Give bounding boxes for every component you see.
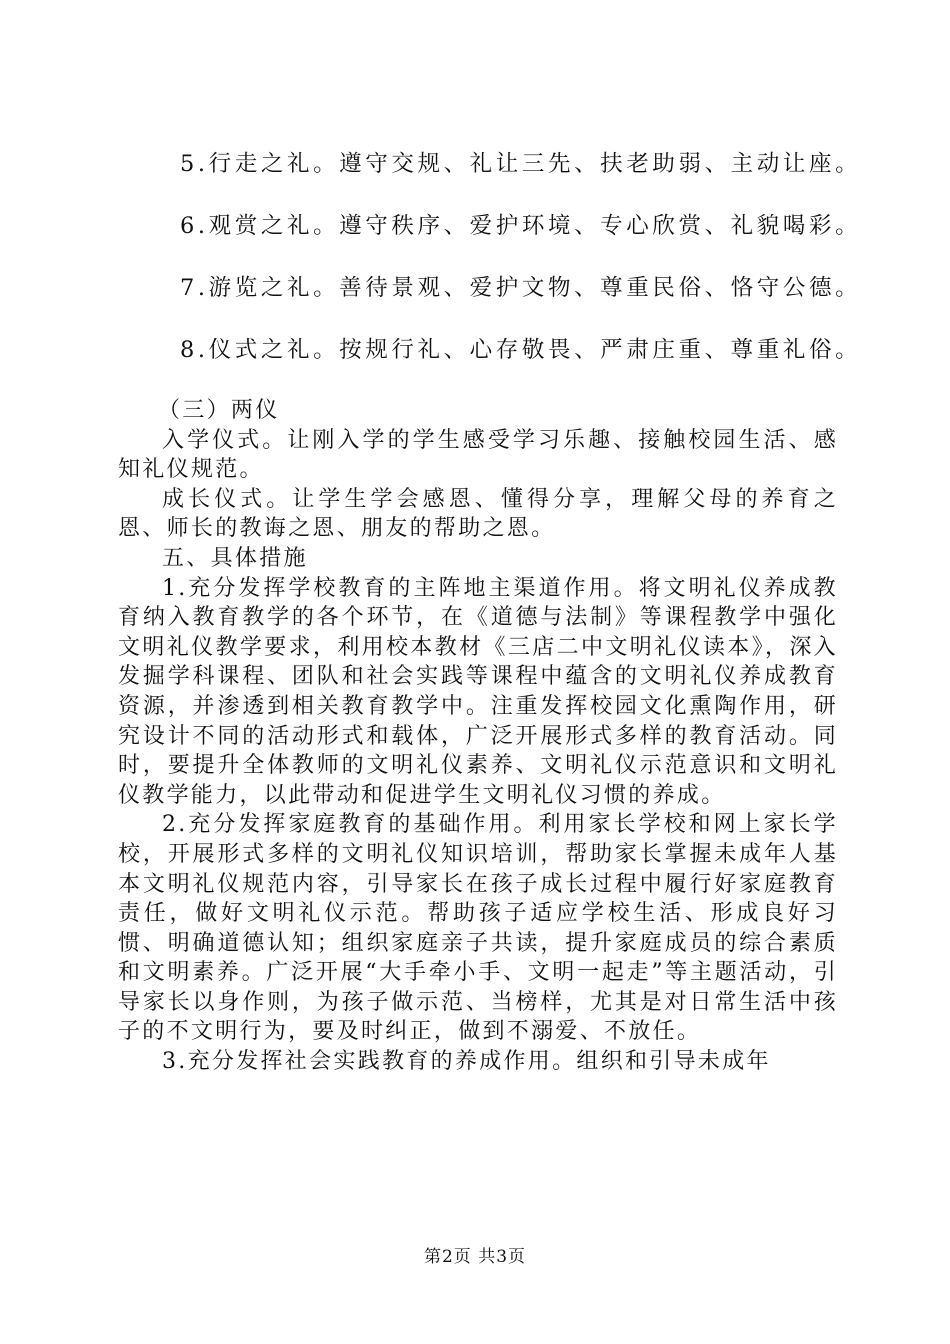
paragraph-measure-2: 2.充分发挥家庭教育的基础作用。利用家长学校和网上家长学校，开展形式多样的文明礼仪知识培训，帮助家长掌握未成年人基本文明礼仪规范内容，引导家长在孩子成长过程中履行好家庭教育责任，做好文明礼仪示范。帮助孩子适应学校生活、形成良好习惯、明确道德认知；组织家庭亲子共读，提升家庭成员的综合素质和文明素养。广泛开展“大手牵小手、文明一起走”等主题活动，引导家长以身作则，为孩子做示范、当榜样，尤其是对日常生活中孩子的不文明行为，要及时纠正，做到不溺爱、不放任。 [118, 812, 838, 1045]
paragraph-measure-1: 1.充分发挥学校教育的主阵地主渠道作用。将文明礼仪养成教育纳入教育教学的各个环节，在《道德与法制》等课程教学中强化文明礼仪教学要求，利用校本教材《三店二中文明礼仪读本》，深入发掘学科课程、团队和社会实践等课程中蕴含的文明礼仪养成教育资源，并渗透到相关教育教学中。注重发挥校园文化熏陶作用，研究设计不同的活动形式和载体，广泛开展形式多样的教育活动。同时，要提升全体教师的文明礼仪素养、文明礼仪示范意识和文明礼仪教学能力，以此带动和促进学生文明礼仪习惯的养成。 [118, 575, 838, 808]
section-heading-measures: 五、具体措施 [162, 545, 308, 571]
rule-item-5: 5.行走之礼。遵守交规、礼让三先、扶老助弱、主动让座。 [180, 151, 862, 177]
rule-item-6: 6.观赏之礼。遵守秩序、爱护环境、专心欣赏、礼貌喝彩。 [180, 213, 862, 239]
paragraph-entrance-ceremony: 入学仪式。让刚入学的学生感受学习乐趣、接触校园生活、感知礼仪规范。 [118, 427, 838, 483]
paragraph-measure-3: 3.充分发挥社会实践教育的养成作用。组织和引导未成年 [162, 1049, 771, 1075]
rule-item-8: 8.仪式之礼。按规行礼、心存敬畏、严肃庄重、尊重礼俗。 [180, 337, 862, 363]
rule-item-7: 7.游览之礼。善待景观、爱护文物、尊重民俗、恪守公德。 [180, 275, 862, 301]
page-footer: 第2页 共3页 [423, 1247, 527, 1267]
paragraph-growth-ceremony: 成长仪式。让学生学会感恩、懂得分享，理解父母的养育之恩、师长的教诲之恩、朋友的帮助之恩。 [118, 486, 838, 542]
section-heading-two-ceremonies: （三）两仪 [158, 398, 280, 423]
body-text [118, 396, 838, 1077]
